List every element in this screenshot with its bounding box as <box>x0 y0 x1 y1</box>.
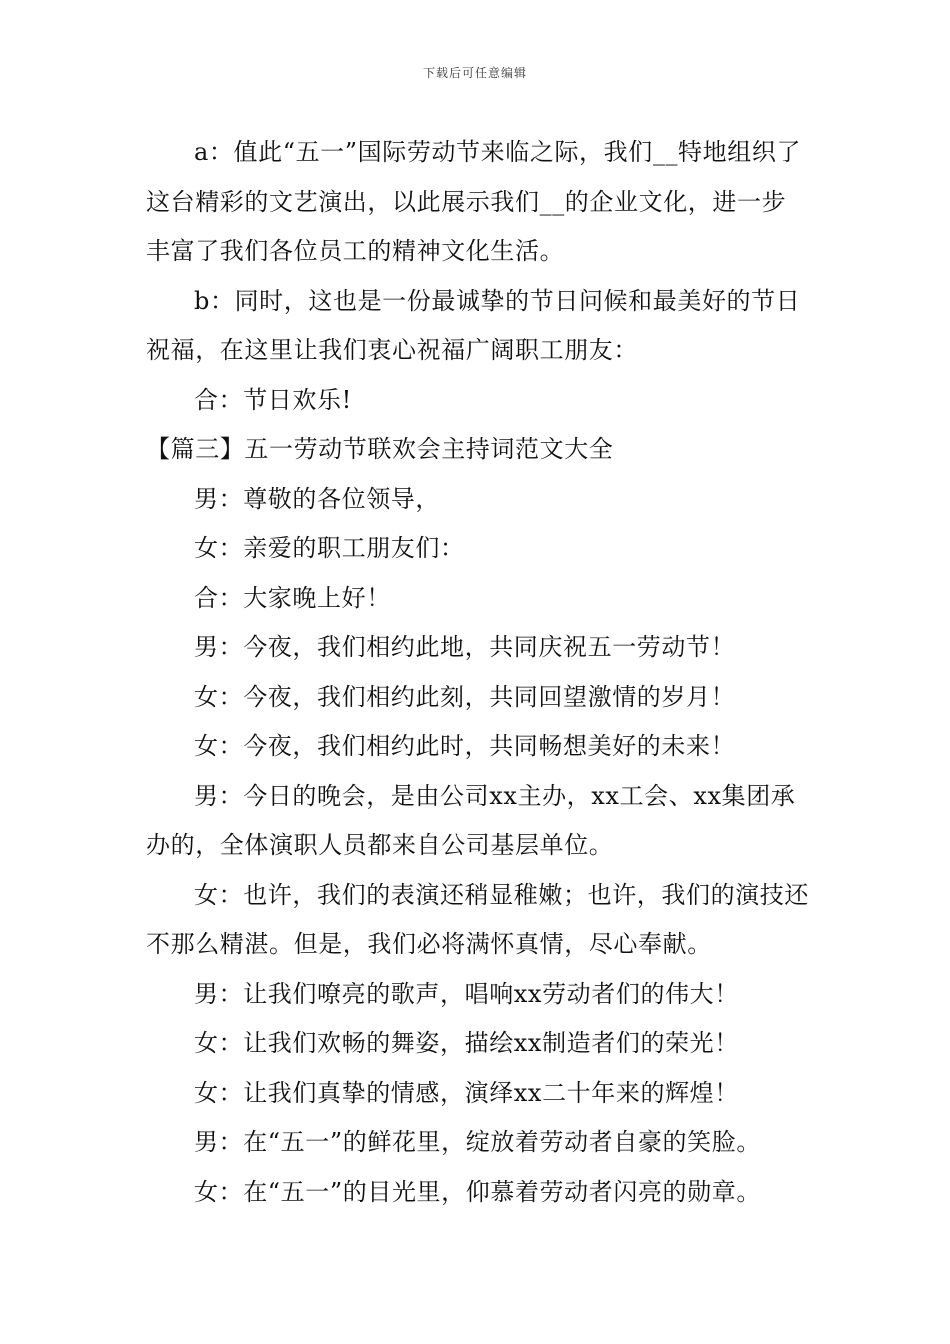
section-heading: 【篇三】五一劳动节联欢会主持词范文大全 <box>146 435 614 463</box>
paragraph-female-tonight-3: 女：今夜，我们相约此时，共同畅想美好的未来！ <box>194 732 736 760</box>
paragraph-male-flowers: 男：在“五一”的鲜花里，绽放着劳动者自豪的笑脸。 <box>194 1128 761 1156</box>
paragraph-together-evening: 合：大家晚上好！ <box>194 583 391 612</box>
document-body <box>146 128 810 1217</box>
paragraph-female-tonight-2: 女：今夜，我们相约此刻，共同回望激情的岁月！ <box>194 682 736 711</box>
paragraph-female-friends: 女：亲爱的职工朋友们： <box>194 534 465 562</box>
paragraph-male-organizer: 男：今日的晚会，是由公司xx主办，xx工会、xx集团承办的，全体演职人员都来自公司基层单位。 <box>146 781 796 859</box>
paragraph-b-greeting: b：同时，这也是一份最诚挚的节日问候和最美好的节日祝福，在这里让我们衷心祝福广阔职工朋友： <box>146 286 801 364</box>
paragraph-a-opening: a：值此“五一”国际劳动节来临之际，我们__特地组织了这台精彩的文艺演出，以此展示我们__的企业文化，进一步丰富了我们各位员工的精神文化生活。 <box>146 138 802 265</box>
paragraph-female-medals: 女：在“五一”的目光里，仰慕着劳动者闪亮的勋章。 <box>194 1177 761 1206</box>
page-header: 下载后可任意编辑 <box>422 66 527 80</box>
paragraph-together-holiday: 合：节日欢乐! <box>194 385 352 414</box>
paragraph-female-dance: 女：让我们欢畅的舞姿，描绘xx制造者们的荣光！ <box>194 1029 739 1057</box>
paragraph-female-emotion: 女：让我们真挚的情感，演绎xx二十年来的辉煌！ <box>194 1078 739 1107</box>
paragraph-male-tonight-1: 男：今夜，我们相约此地，共同庆祝五一劳动节！ <box>194 633 736 661</box>
paragraph-male-respect: 男：尊敬的各位领导， <box>194 484 440 513</box>
paragraph-male-song: 男：让我们嘹亮的歌声，唱响xx劳动者们的伟大！ <box>194 979 739 1008</box>
paragraph-female-performance: 女：也许，我们的表演还稍显稚嫩；也许，我们的演技还不那么精湛。但是，我们必将满怀真情，尽心奉献。 <box>146 880 809 958</box>
